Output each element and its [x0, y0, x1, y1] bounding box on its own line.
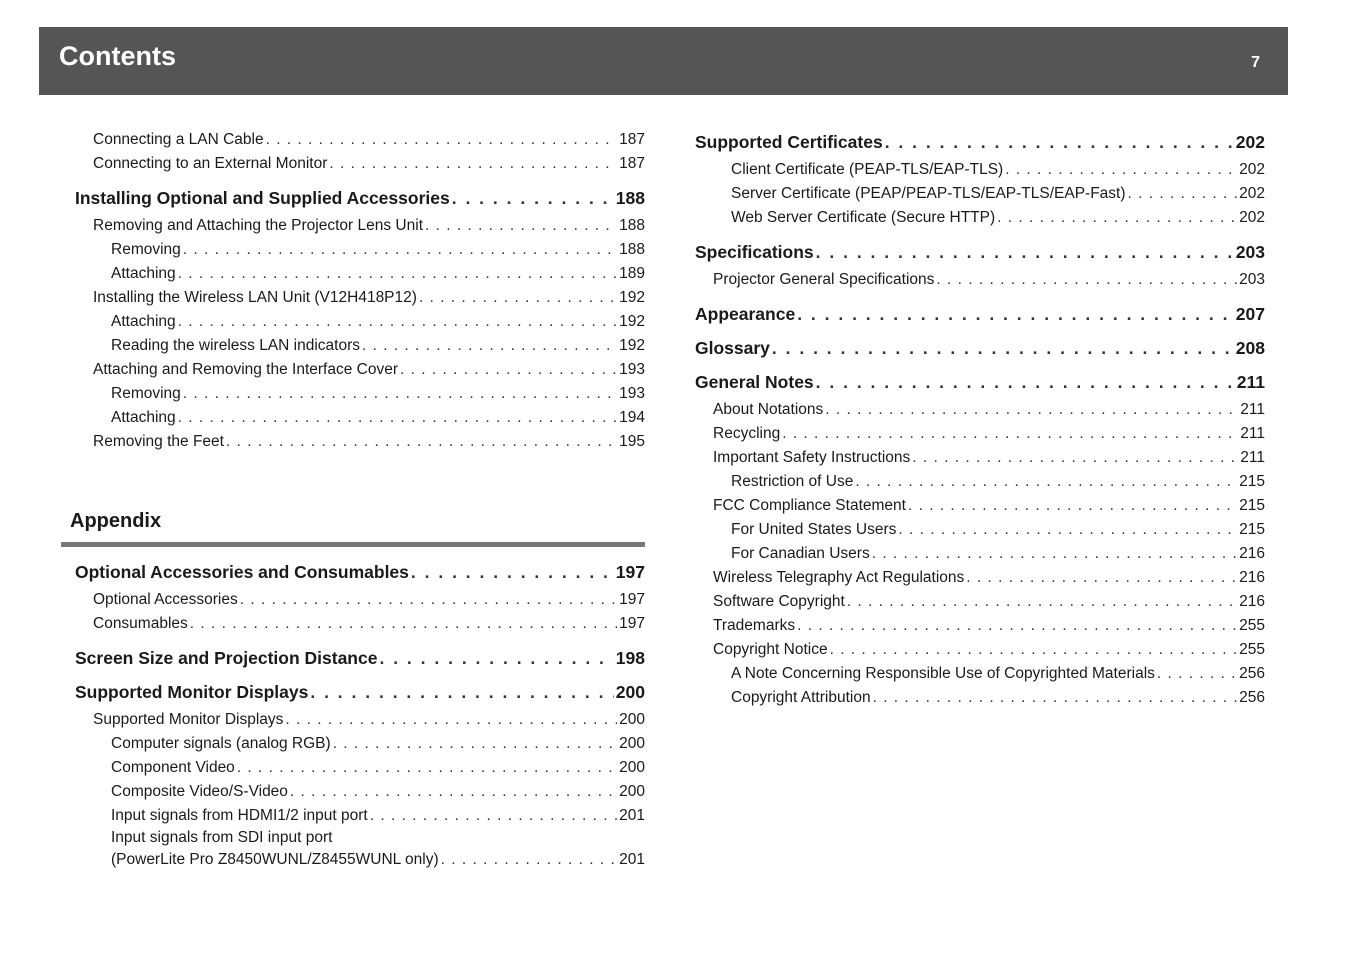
- toc-entry[interactable]: [695, 542, 1265, 566]
- toc-entry-text: Supported Monitor Displays: [75, 682, 309, 702]
- toc-page: 255: [1239, 641, 1265, 658]
- toc-entry[interactable]: [75, 646, 645, 670]
- toc-entry[interactable]: [75, 186, 645, 210]
- toc-entry[interactable]: [75, 708, 645, 732]
- toc-leader: [178, 310, 617, 334]
- toc-page: 195: [619, 433, 645, 450]
- toc-entry[interactable]: [695, 614, 1265, 638]
- toc-entry[interactable]: [75, 430, 645, 454]
- toc-entry[interactable]: [695, 566, 1265, 590]
- toc-entry-text: Supported Monitor Displays: [93, 711, 284, 728]
- toc-entry-sdi-line2: [75, 848, 645, 872]
- toc-entry-text: Attaching: [111, 409, 176, 426]
- toc-entry[interactable]: [695, 302, 1265, 326]
- toc-page: 200: [619, 735, 645, 752]
- toc-page: 207: [1235, 304, 1265, 324]
- toc-entry[interactable]: [75, 262, 645, 286]
- toc-entry-text: Recycling: [713, 425, 781, 442]
- toc-entry[interactable]: [75, 612, 645, 636]
- toc-entry[interactable]: [695, 370, 1265, 394]
- toc-page: 216: [1239, 569, 1265, 586]
- toc-entry[interactable]: [75, 804, 645, 828]
- toc-page: 193: [619, 385, 645, 402]
- toc-leader: [178, 406, 617, 430]
- toc-page: 215: [1239, 473, 1265, 490]
- toc-entry-text: Software Copyright: [713, 593, 845, 610]
- toc-entry[interactable]: [695, 662, 1265, 686]
- toc-page: 202: [1239, 161, 1265, 178]
- toc-leader: [825, 398, 1238, 422]
- toc-page: 194: [619, 409, 645, 426]
- toc-leader: [772, 336, 1234, 360]
- toc-entry-text: General Notes: [695, 372, 814, 392]
- toc-entry-text: Projector General Specifications: [713, 271, 935, 288]
- toc-leader: [370, 804, 617, 828]
- toc-page: 203: [1235, 242, 1265, 262]
- toc-leader: [885, 130, 1234, 154]
- toc-entry[interactable]: [695, 398, 1265, 422]
- toc-leader: [1128, 182, 1238, 206]
- toc-left-top: [75, 128, 645, 454]
- toc-entry[interactable]: [695, 158, 1265, 182]
- toc-entry[interactable]: [695, 240, 1265, 264]
- toc-entry[interactable]: [695, 336, 1265, 360]
- toc-entry[interactable]: [695, 686, 1265, 710]
- toc-page: 192: [619, 289, 645, 306]
- toc-entry[interactable]: [695, 422, 1265, 446]
- toc-page: 200: [619, 759, 645, 776]
- toc-page: 192: [619, 313, 645, 330]
- toc-entry-text: Computer signals (analog RGB): [111, 735, 331, 752]
- toc-page: 202: [1239, 209, 1265, 226]
- toc-page: 193: [619, 361, 645, 378]
- toc-right: [695, 130, 1265, 710]
- toc-page: 200: [619, 783, 645, 800]
- toc-leader: [178, 262, 617, 286]
- toc-entry[interactable]: [695, 590, 1265, 614]
- toc-entry-text: Appearance: [695, 304, 796, 324]
- toc-page: 197: [619, 615, 645, 632]
- toc-entry-text: Removing the Feet: [93, 433, 224, 450]
- toc-page: 208: [1235, 338, 1265, 358]
- toc-leader: [190, 612, 617, 636]
- toc-leader: [898, 518, 1237, 542]
- toc-entry-text: Web Server Certificate (Secure HTTP): [731, 209, 996, 226]
- toc-leader: [419, 286, 617, 310]
- toc-page: 200: [619, 711, 645, 728]
- toc-page: 215: [1239, 497, 1265, 514]
- toc-leader: [452, 186, 614, 210]
- toc-leader: [266, 128, 618, 152]
- toc-entry[interactable]: [75, 756, 645, 780]
- toc-leader: [936, 268, 1237, 292]
- toc-entry[interactable]: [695, 470, 1265, 494]
- toc-entry-text: Screen Size and Projection Distance: [75, 648, 378, 668]
- toc-entry[interactable]: [75, 358, 645, 382]
- toc-leader: [285, 708, 617, 732]
- toc-page: 188: [619, 217, 645, 234]
- toc-page: 187: [619, 155, 645, 172]
- toc-entry[interactable]: [75, 780, 645, 804]
- page-title: Contents: [59, 41, 176, 71]
- toc-entry-text: Composite Video/S-Video: [111, 783, 288, 800]
- toc-leader: [908, 494, 1237, 518]
- toc-page: 256: [1239, 689, 1265, 706]
- toc-entry[interactable]: [695, 446, 1265, 470]
- toc-page: 202: [1235, 132, 1265, 152]
- toc-leader: [441, 848, 617, 872]
- toc-entry[interactable]: [695, 130, 1265, 154]
- toc-entry-text: Important Safety Instructions: [713, 449, 911, 466]
- toc-page: 216: [1239, 593, 1265, 610]
- toc-leader: [226, 430, 617, 454]
- toc-entry[interactable]: [75, 334, 645, 358]
- toc-leader: [333, 732, 617, 756]
- toc-leader: [1157, 662, 1237, 686]
- toc-entry-sdi[interactable]: [75, 828, 645, 872]
- toc-page: 211: [1240, 425, 1265, 442]
- toc-entry-text: Trademarks: [713, 617, 796, 634]
- toc-entry-text: Attaching and Removing the Interface Cover: [93, 361, 399, 378]
- toc-page: 211: [1236, 372, 1265, 392]
- toc-page: 255: [1239, 617, 1265, 634]
- toc-entry[interactable]: [695, 494, 1265, 518]
- toc-entry-text: Connecting to an External Monitor: [93, 155, 328, 172]
- toc-entry-text: Copyright Attribution: [731, 689, 871, 706]
- toc-leader: [329, 152, 617, 176]
- toc-entry-text: Restriction of Use: [731, 473, 854, 490]
- toc-page: 215: [1239, 521, 1265, 538]
- toc-entry-text: For United States Users: [731, 521, 897, 538]
- toc-entry-text: Attaching: [111, 265, 176, 282]
- toc-leader: [782, 422, 1238, 446]
- page-number: 7: [1251, 54, 1260, 71]
- toc-entry[interactable]: [75, 588, 645, 612]
- toc-entry-text: Connecting a LAN Cable: [93, 131, 264, 148]
- toc-entry-text: Consumables: [93, 615, 188, 632]
- toc-entry-text: Glossary: [695, 338, 770, 358]
- toc-entry-text: Client Certificate (PEAP-TLS/EAP-TLS): [731, 161, 1004, 178]
- toc-leader: [183, 238, 617, 262]
- toc-page: 256: [1239, 665, 1265, 682]
- toc-entry[interactable]: [75, 310, 645, 334]
- toc-entry-text: Supported Certificates: [695, 132, 883, 152]
- toc-entry[interactable]: [695, 638, 1265, 662]
- toc-leader: [816, 240, 1234, 264]
- toc-entry[interactable]: [75, 128, 645, 152]
- toc-entry-text: Copyright Notice: [713, 641, 828, 658]
- toc-entry-sdi-line1: Input signals from SDI input port: [111, 829, 333, 846]
- toc-leader: [797, 614, 1237, 638]
- toc-left-bottom: [75, 560, 645, 872]
- contents-header: [39, 27, 1288, 95]
- toc-leader: [240, 588, 617, 612]
- toc-page: 202: [1239, 185, 1265, 202]
- toc-leader: [1005, 158, 1237, 182]
- toc-entry-text: Removing: [111, 241, 181, 258]
- toc-entry-text: Attaching: [111, 313, 176, 330]
- toc-page: 216: [1239, 545, 1265, 562]
- toc-page: 198: [615, 648, 645, 668]
- toc-page: 192: [619, 337, 645, 354]
- toc-page: 189: [619, 265, 645, 282]
- toc-leader: [290, 780, 617, 804]
- toc-leader: [873, 686, 1238, 710]
- toc-page: 211: [1240, 401, 1265, 418]
- toc-entry-text: Removing and Attaching the Projector Lens Unit: [93, 217, 423, 234]
- toc-entry[interactable]: [75, 382, 645, 406]
- toc-page: 201: [619, 807, 645, 824]
- toc-leader: [847, 590, 1237, 614]
- toc-leader: [411, 560, 614, 584]
- toc-entry-text: Installing the Wireless LAN Unit (V12H418P12): [93, 289, 417, 306]
- toc-page: 211: [1240, 449, 1265, 466]
- toc-entry-text: Specifications: [695, 242, 814, 262]
- toc-page: 188: [619, 241, 645, 258]
- toc-entry-text: Removing: [111, 385, 181, 402]
- toc-entry-text: FCC Compliance Statement: [713, 497, 906, 514]
- toc-page: 201: [619, 851, 645, 868]
- toc-leader: [855, 470, 1237, 494]
- toc-entry[interactable]: [75, 286, 645, 310]
- toc-entry[interactable]: [75, 680, 645, 704]
- toc-entry-text: Server Certificate (PEAP/PEAP-TLS/EAP-TLS/EAP-Fast): [731, 185, 1126, 202]
- toc-entry[interactable]: [75, 732, 645, 756]
- appendix-heading: [61, 506, 645, 547]
- toc-entry[interactable]: [695, 518, 1265, 542]
- toc-entry-text: For Canadian Users: [731, 545, 870, 562]
- toc-page: 203: [1239, 271, 1265, 288]
- toc-leader: [362, 334, 617, 358]
- toc-entry-text: About Notations: [713, 401, 824, 418]
- toc-page: 187: [619, 131, 645, 148]
- toc-page: 200: [615, 682, 645, 702]
- toc-leader: [872, 542, 1237, 566]
- toc-page: 188: [615, 188, 645, 208]
- toc-entry-text: Reading the wireless LAN indicators: [111, 337, 360, 354]
- toc-entry[interactable]: [75, 214, 645, 238]
- toc-page: 197: [619, 591, 645, 608]
- toc-leader: [816, 370, 1235, 394]
- toc-entry[interactable]: [695, 268, 1265, 292]
- toc-entry[interactable]: [75, 238, 645, 262]
- toc-leader: [379, 646, 613, 670]
- toc-leader: [310, 680, 613, 704]
- appendix-title: Appendix: [70, 510, 162, 532]
- toc-leader: [966, 566, 1237, 590]
- toc-entry-text: Wireless Telegraphy Act Regulations: [713, 569, 965, 586]
- toc-entry-text: Installing Optional and Supplied Accessories: [75, 188, 450, 208]
- toc-entry[interactable]: [75, 560, 645, 584]
- toc-leader: [183, 382, 617, 406]
- toc-entry-text: Optional Accessories and Consumables: [75, 562, 409, 582]
- toc-leader: [997, 206, 1237, 230]
- toc-page: 197: [615, 562, 645, 582]
- toc-leader: [912, 446, 1238, 470]
- toc-leader: [797, 302, 1234, 326]
- toc-entry-text: Optional Accessories: [93, 591, 238, 608]
- toc-leader: [237, 756, 617, 780]
- toc-entry[interactable]: [695, 206, 1265, 230]
- toc-entry-text: Component Video: [111, 759, 235, 776]
- toc-leader: [830, 638, 1238, 662]
- toc-leader: [425, 214, 617, 238]
- toc-entry[interactable]: [695, 182, 1265, 206]
- toc-entry-text: Input signals from HDMI1/2 input port: [111, 807, 368, 824]
- toc-entry-text: A Note Concerning Responsible Use of Copyrighted Materials: [731, 665, 1155, 682]
- toc-entry[interactable]: [75, 406, 645, 430]
- toc-entry-text: (PowerLite Pro Z8450WUNL/Z8455WUNL only): [111, 851, 439, 868]
- toc-entry[interactable]: [75, 152, 645, 176]
- toc-leader: [400, 358, 617, 382]
